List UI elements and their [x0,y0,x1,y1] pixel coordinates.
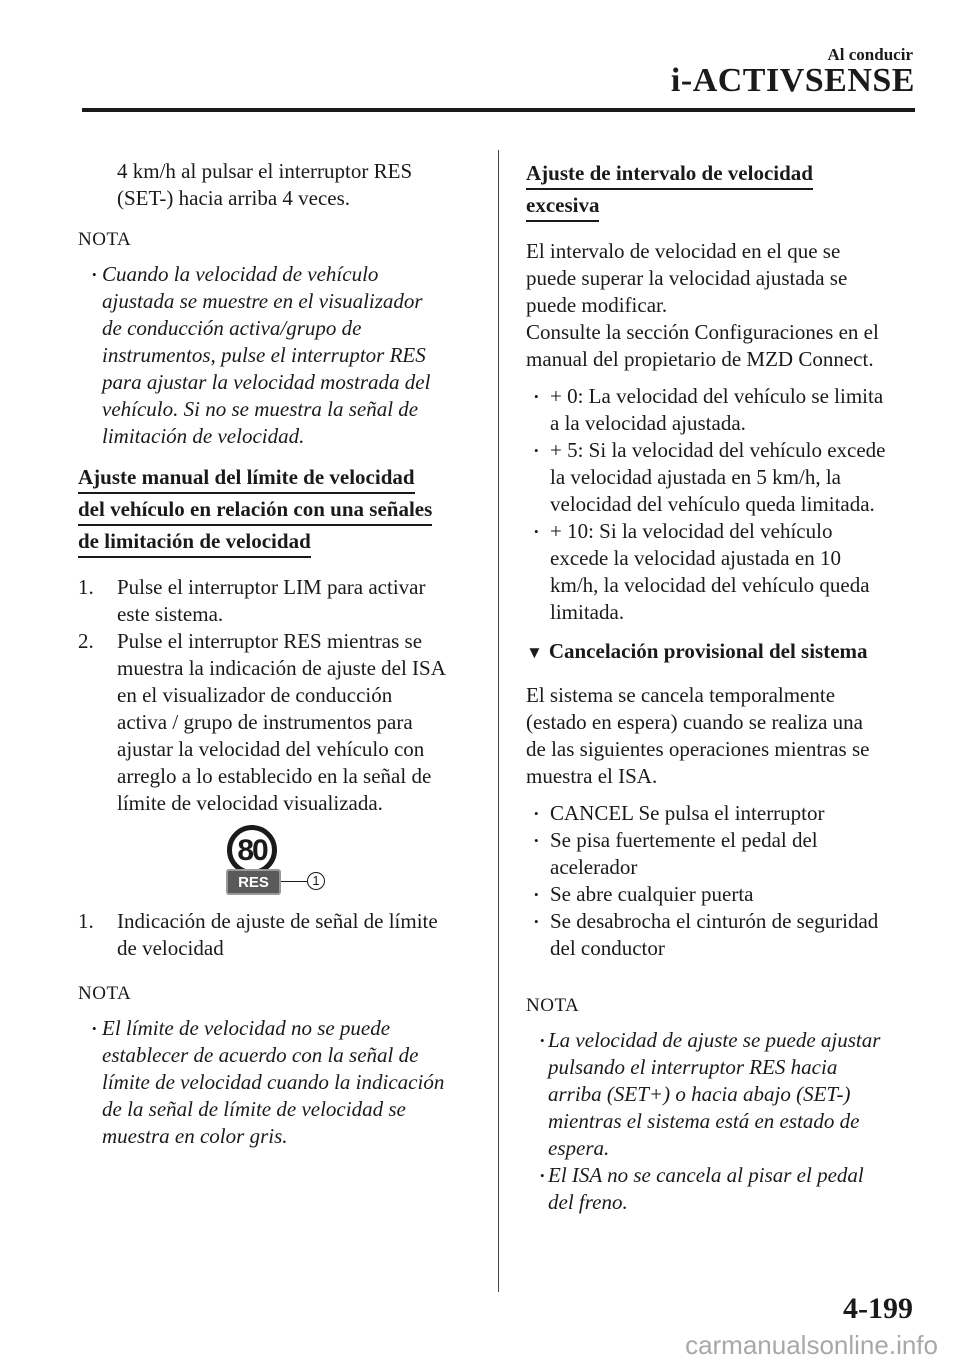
subheading-text: Cancelación provisional del sistema [548,639,868,663]
text-line: de la señal de límite de velocidad se [102,1097,406,1121]
text-line: Pulse el interruptor LIM para activar [117,575,426,599]
callout-line [281,881,307,882]
legend-number: 1. [78,909,94,933]
text-line: muestra la indicación de ajuste del ISA [117,656,446,680]
text-line: ajustar la velocidad del vehículo con [117,737,425,761]
text-line: limitación de velocidad. [102,424,305,448]
list-item [526,437,916,518]
header-rule [82,108,915,112]
text-line: de las siguientes operaciones mientras se [526,737,870,761]
nota-bullet [526,1027,916,1162]
text-line: limitada. [550,600,625,624]
text-line: • + 0: La velocidad del vehículo se limita [550,384,884,408]
section-heading [526,160,916,224]
step-number: 2. [78,629,94,653]
watermark-text: carmanualsonline.info [685,1330,938,1360]
text-line: El sistema se cancela temporalmente [526,683,836,707]
text-line: límite de velocidad cuando la indicación [102,1070,445,1094]
text-line: de velocidad [117,936,224,960]
text-line: acelerador [550,855,638,879]
text-line: pulsando el interruptor RES hacia [548,1055,838,1079]
text-line: para ajustar la velocidad mostrada del [102,370,431,394]
heading-line: de limitación de velocidad [78,528,311,558]
nota-label: NOTA [78,229,132,250]
list-item [526,881,916,908]
left-column [78,158,473,1150]
text-line: • + 5: Si la velocidad del vehículo excede [550,438,886,462]
figure-legend [78,908,473,962]
callout-number: 1 [307,872,325,890]
list-item [526,908,916,962]
text-line: El intervalo de velocidad en el que se [526,239,841,263]
text-line: vehículo. Si no se muestra la señal de [102,397,419,421]
nota-bullet [78,261,473,450]
text-line: activa / grupo de instrumentos para [117,710,413,734]
text-line: velocidad del vehículo queda limitada. [550,492,875,516]
list-item [526,518,916,626]
text-line: Indicación de ajuste de señal de límite [117,909,438,933]
speed-limit-sign-icon: 80 [227,825,277,875]
text-line: mientras el sistema está en estado de [548,1109,860,1133]
step-item [78,574,473,628]
nota-bullet [78,1015,473,1150]
text-line: • Cuando la velocidad de vehículo [102,262,379,286]
header-title: i-ACTIVSENSE [670,62,915,99]
text-line: establecer de acuerdo con la señal de [102,1043,419,1067]
text-line: • + 10: Si la velocidad del vehículo [550,519,833,543]
text-line: del conductor [550,936,665,960]
text-line: muestra en color gris. [102,1124,288,1148]
page-number: 4-199 [843,1292,913,1325]
header-section: Al conducir [827,45,913,64]
nota-bullet [526,1162,916,1216]
text-line: • CANCEL Se pulsa el interruptor [550,801,825,825]
text-line: a la velocidad ajustada. [550,411,746,435]
text-line: arriba (SET+) o hacia abajo (SET-) [548,1082,851,1106]
intro-paragraph [78,158,473,212]
text-line: la velocidad ajustada en 5 km/h, la [550,465,841,489]
text-line: en el visualizador de conducción [117,683,393,707]
subsection-heading [526,638,916,666]
column-divider [498,150,499,1292]
res-button-icon: RES [226,869,281,895]
text-line: límite de velocidad visualizada. [117,791,383,815]
speed-limit-figure [78,825,473,900]
heading-line: del vehículo en relación con una señales [78,496,432,526]
text-line: puede modificar. [526,293,668,317]
heading-line: Ajuste de intervalo de velocidad [526,160,813,190]
text-line: arreglo a lo establecido en la señal de [117,764,432,788]
text-line: • La velocidad de ajuste se puede ajustar [548,1028,881,1052]
text-line: (estado en espera) cuando se realiza una [526,710,863,734]
text-line: • El ISA no se cancela al pisar el pedal [548,1163,864,1187]
text-line: instrumentos, pulse el interruptor RES [102,343,426,367]
section-heading [78,464,473,560]
text-line: excede la velocidad ajustada en 10 [550,546,841,570]
heading-line: excesiva [526,192,599,222]
intro-paragraph [526,238,916,373]
text-line: • Se desabrocha el cinturón de seguridad [550,909,879,933]
step-number: 1. [78,575,94,599]
heading-line: Ajuste manual del límite de velocidad [78,464,415,494]
cancel-paragraph [526,682,916,790]
cancel-list [526,800,916,962]
right-column [526,158,916,1216]
text-line: ajustada se muestre en el visualizador [102,289,423,313]
text-line: (SET-) hacia arriba 4 veces. [117,186,351,210]
text-line: 4 km/h al pulsar el interruptor RES [117,159,413,183]
text-line: • Se abre cualquier puerta [550,882,754,906]
text-line: km/h, la velocidad del vehículo queda [550,573,870,597]
text-line: de conducción activa/grupo de [102,316,362,340]
text-line: espera. [548,1136,610,1160]
text-line: manual del propietario de MZD Connect. [526,347,874,371]
text-line: Pulse el interruptor RES mientras se [117,629,423,653]
text-line: • Se pisa fuertemente el pedal del [550,828,818,852]
nota-label: NOTA [526,995,580,1016]
options-list [526,383,916,626]
triangle-down-icon: ▼ [526,643,543,662]
step-item [78,628,473,817]
list-item [526,383,916,437]
list-item [526,827,916,881]
text-line: muestra el ISA. [526,764,658,788]
text-line: del freno. [548,1190,628,1214]
text-line: • El límite de velocidad no se puede [102,1016,391,1040]
nota-label: NOTA [78,983,132,1004]
list-item [526,800,916,827]
text-line: Consulte la sección Configuraciones en el [526,320,879,344]
text-line: puede superar la velocidad ajustada se [526,266,848,290]
text-line: este sistema. [117,602,224,626]
